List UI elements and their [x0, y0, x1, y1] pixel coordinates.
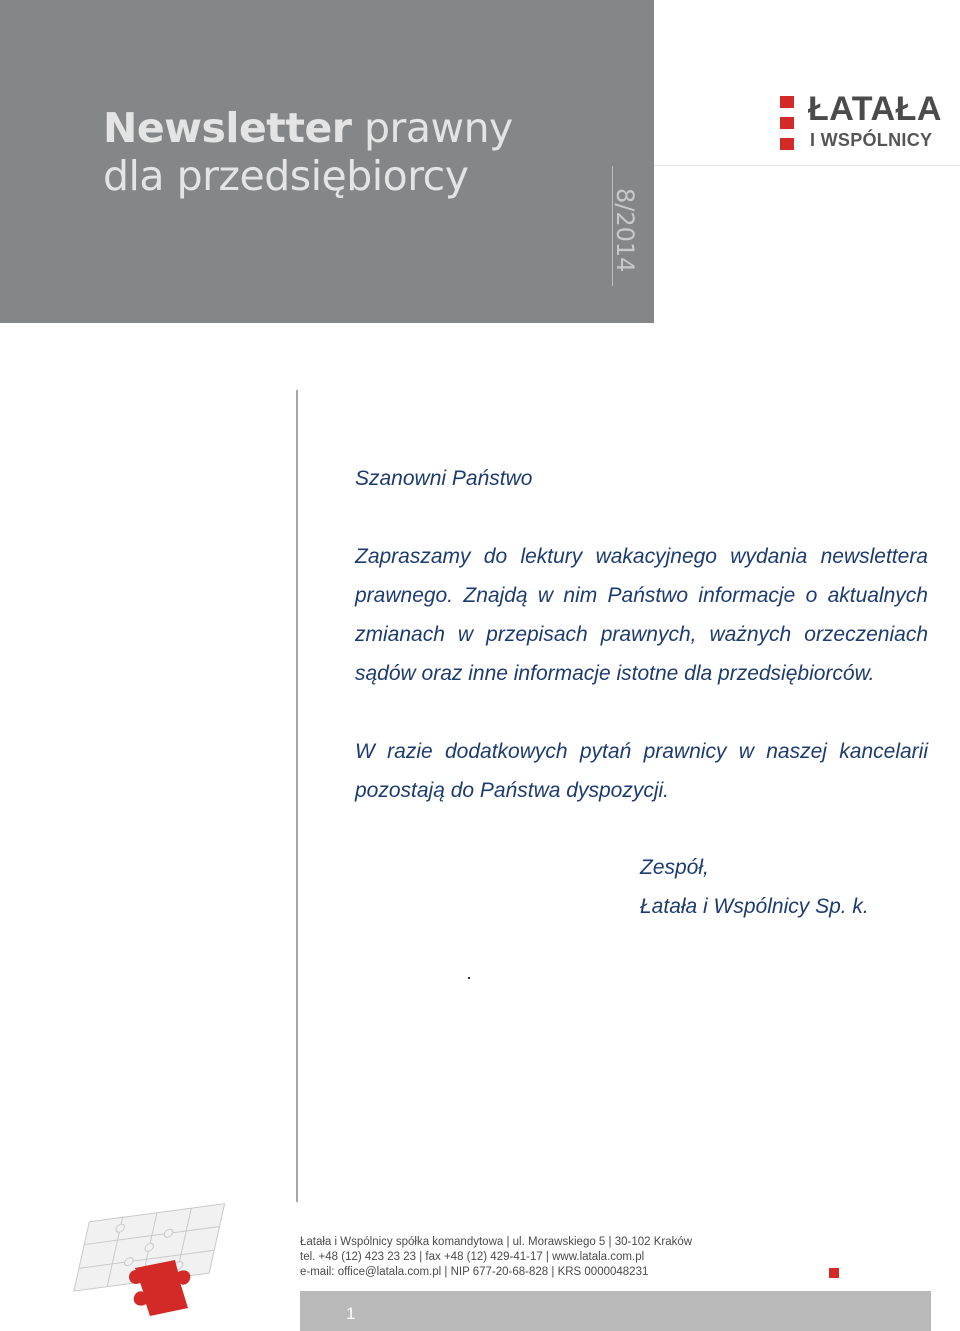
header-rule [654, 165, 960, 166]
title-rest: prawny [351, 104, 513, 152]
footer-bar [300, 1291, 931, 1331]
footer-address-line-3: e-mail: office@latala.com.pl | NIP 677-20-68-828 | KRS 0000048231 [300, 1266, 649, 1278]
footer-accent-square [829, 1268, 839, 1278]
issue-number: 8/2014 [611, 188, 639, 273]
page-number: 1 [346, 1304, 356, 1323]
greeting: Szanowni Państwo [355, 467, 533, 490]
footer-address [300, 1235, 692, 1280]
letter-paragraph-2: W razie dodatkowych pytań prawnicy w naszej kancelarii pozostają do Państwa dyspozycji. [355, 740, 928, 802]
header-banner [0, 0, 654, 323]
puzzle-icon [70, 1198, 245, 1323]
footer-address-line-1: Łatała i Wspólnicy spółka komandytowa | ul. Morawskiego 5 | 30-102 Kraków [300, 1236, 693, 1248]
logo-squares-icon [780, 96, 794, 150]
signature-line-2: Łatała i Wspólnicy Sp. k. [640, 895, 869, 918]
title-bold: Newsletter [103, 104, 352, 152]
newsletter-title [103, 104, 513, 200]
company-logo [780, 92, 955, 154]
letter-paragraph-1: Zapraszamy do lektury wakacyjnego wydania newslettera prawnego. Znajdą w nim Państwo informacje o aktualnych zmianach w przepisach prawnych, ważnych orzeczeniach sądów oraz inne informacje istotne dla przedsiębiorców. [355, 545, 928, 685]
vertical-rule [296, 390, 298, 1202]
logo-subtitle: I WSPÓLNICY [810, 130, 933, 150]
footer-address-line-2: tel. +48 (12) 423 23 23 | fax +48 (12) 429-41-17 | www.latala.com.pl [300, 1251, 645, 1263]
stray-dot [468, 977, 470, 979]
signature-line-1: Zespół, [640, 856, 709, 879]
logo-name: ŁATAŁA [808, 90, 942, 128]
title-line2: dla przedsiębiorcy [103, 152, 469, 200]
title-line1 [103, 104, 513, 152]
signature [640, 848, 869, 926]
